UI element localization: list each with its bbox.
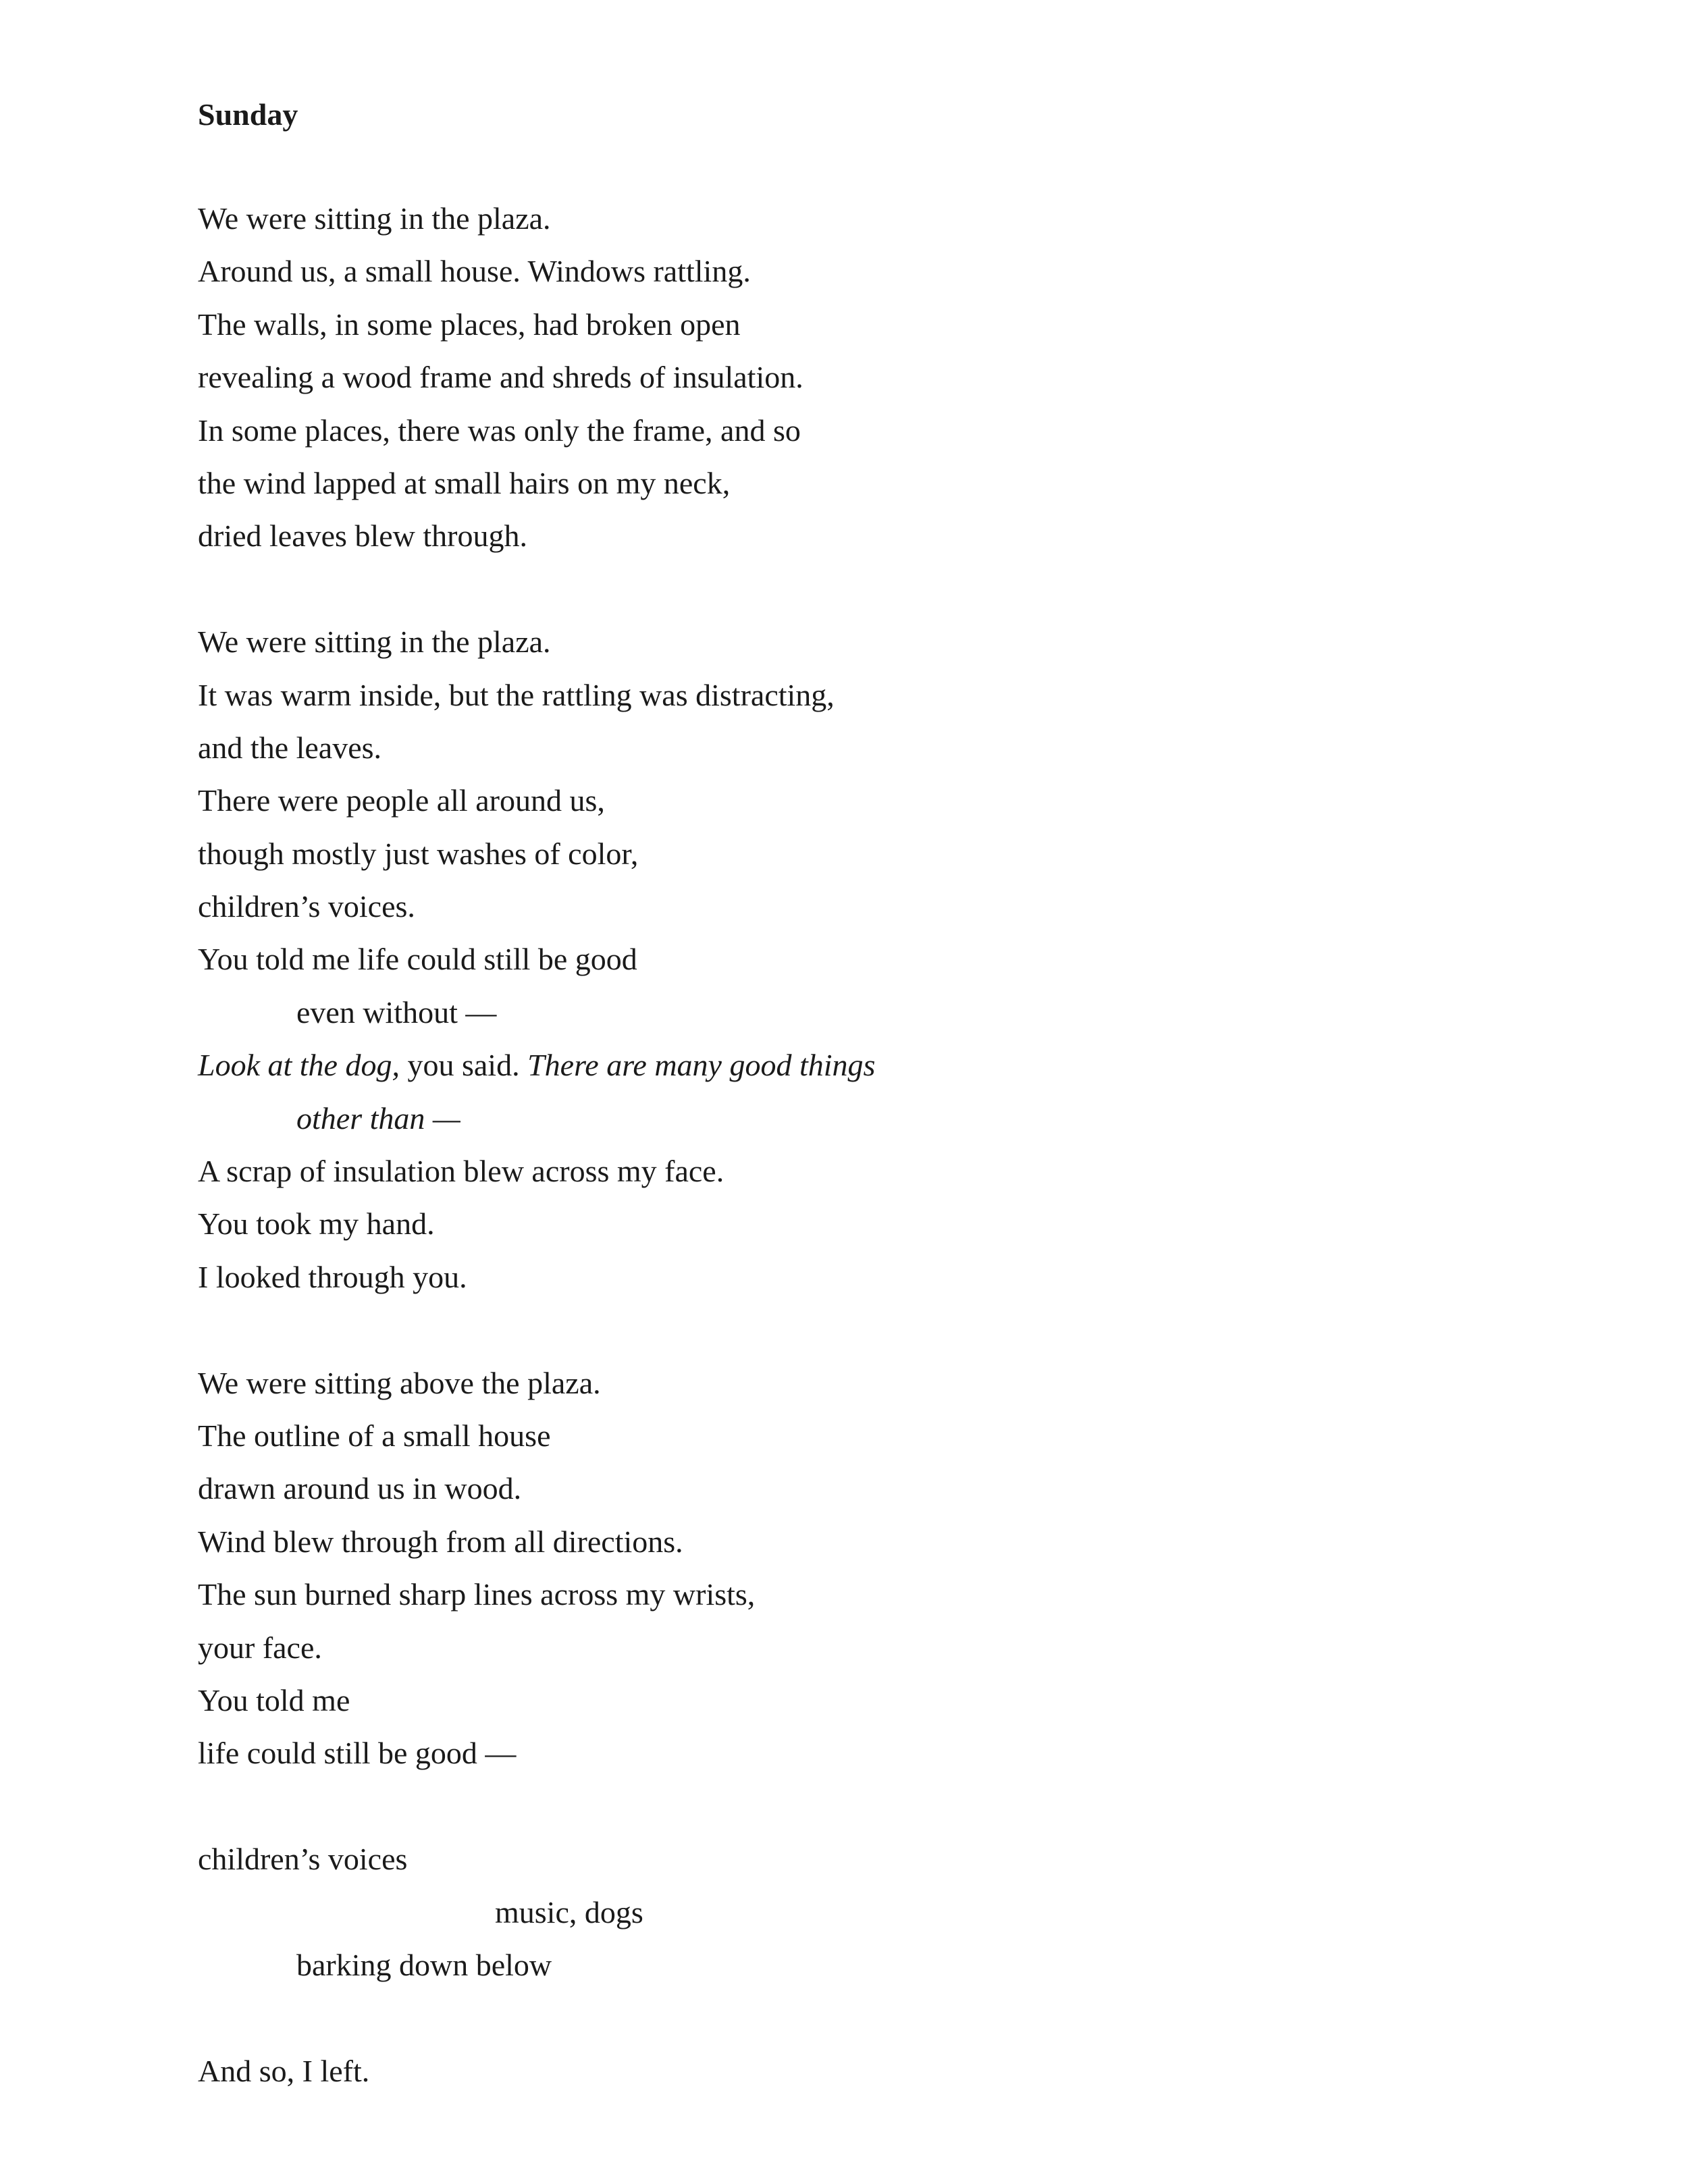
poem-line: revealing a wood frame and shreds of insulation.: [198, 360, 803, 395]
poem-line-indented: even without —: [296, 994, 497, 1030]
poem-line: You took my hand.: [198, 1206, 435, 1242]
poem-line: life could still be good —: [198, 1736, 517, 1771]
poem-line: and the leaves.: [198, 730, 382, 765]
poem-line: The sun burned sharp lines across my wrists,: [198, 1577, 756, 1612]
italic-phrase: There are many good things: [527, 1048, 876, 1083]
italic-phrase: Look at the dog,: [198, 1048, 400, 1083]
poem-line: A scrap of insulation blew across my face.: [198, 1154, 724, 1189]
stanza-3: [198, 1357, 1548, 1780]
poem-line: We were sitting in the plaza.: [198, 624, 551, 660]
poem-line-indented: barking down below: [296, 1947, 552, 1982]
poem-line: It was warm inside, but the rattling was distracting,: [198, 677, 835, 712]
poem-line-dog: [198, 1039, 1548, 1092]
poem-line: I looked through you.: [198, 1259, 467, 1294]
poem-line: though mostly just washes of color,: [198, 836, 639, 871]
poem-line: Wind blew through from all directions.: [198, 1524, 683, 1559]
poem-title: Sunday: [198, 97, 298, 132]
stanza-break: [198, 1992, 1548, 2044]
poem-line: drawn around us in wood.: [198, 1471, 522, 1506]
poem-line-indented-italic: other than —: [296, 1100, 460, 1136]
poem-body: [198, 192, 1548, 2098]
poem-line: the wind lapped at small hairs on my neck,: [198, 465, 731, 500]
poem-line: Around us, a small house. Windows rattling.: [198, 254, 751, 289]
stanza-break: [198, 1304, 1548, 1356]
stanza-4: [198, 1833, 1548, 1992]
stanza-break: [198, 1780, 1548, 1833]
poem-line: children’s voices: [198, 1842, 408, 1877]
poem-line: There were people all around us,: [198, 783, 605, 818]
poem-line: The walls, in some places, had broken open: [198, 307, 741, 342]
stanza-2: [198, 616, 1548, 1304]
poem-line: We were sitting above the plaza.: [198, 1365, 601, 1400]
final-line: And so, I left.: [198, 2053, 370, 2088]
stanza-break: [198, 563, 1548, 616]
poem-line-indented: music, dogs: [495, 1894, 643, 1929]
poem-line: your face.: [198, 1630, 322, 1665]
poem-line: dried leaves blew through.: [198, 518, 527, 554]
poem-line: The outline of a small house: [198, 1418, 551, 1453]
poem-line: In some places, there was only the frame, and so: [198, 412, 801, 448]
poem-line: You told me: [198, 1682, 350, 1717]
roman-phrase: you said.: [399, 1048, 528, 1083]
poem-line: We were sitting in the plaza.: [198, 201, 551, 236]
stanza-1: [198, 192, 1548, 563]
poem-line: children’s voices.: [198, 889, 415, 924]
poem-line: You told me life could still be good: [198, 942, 637, 977]
